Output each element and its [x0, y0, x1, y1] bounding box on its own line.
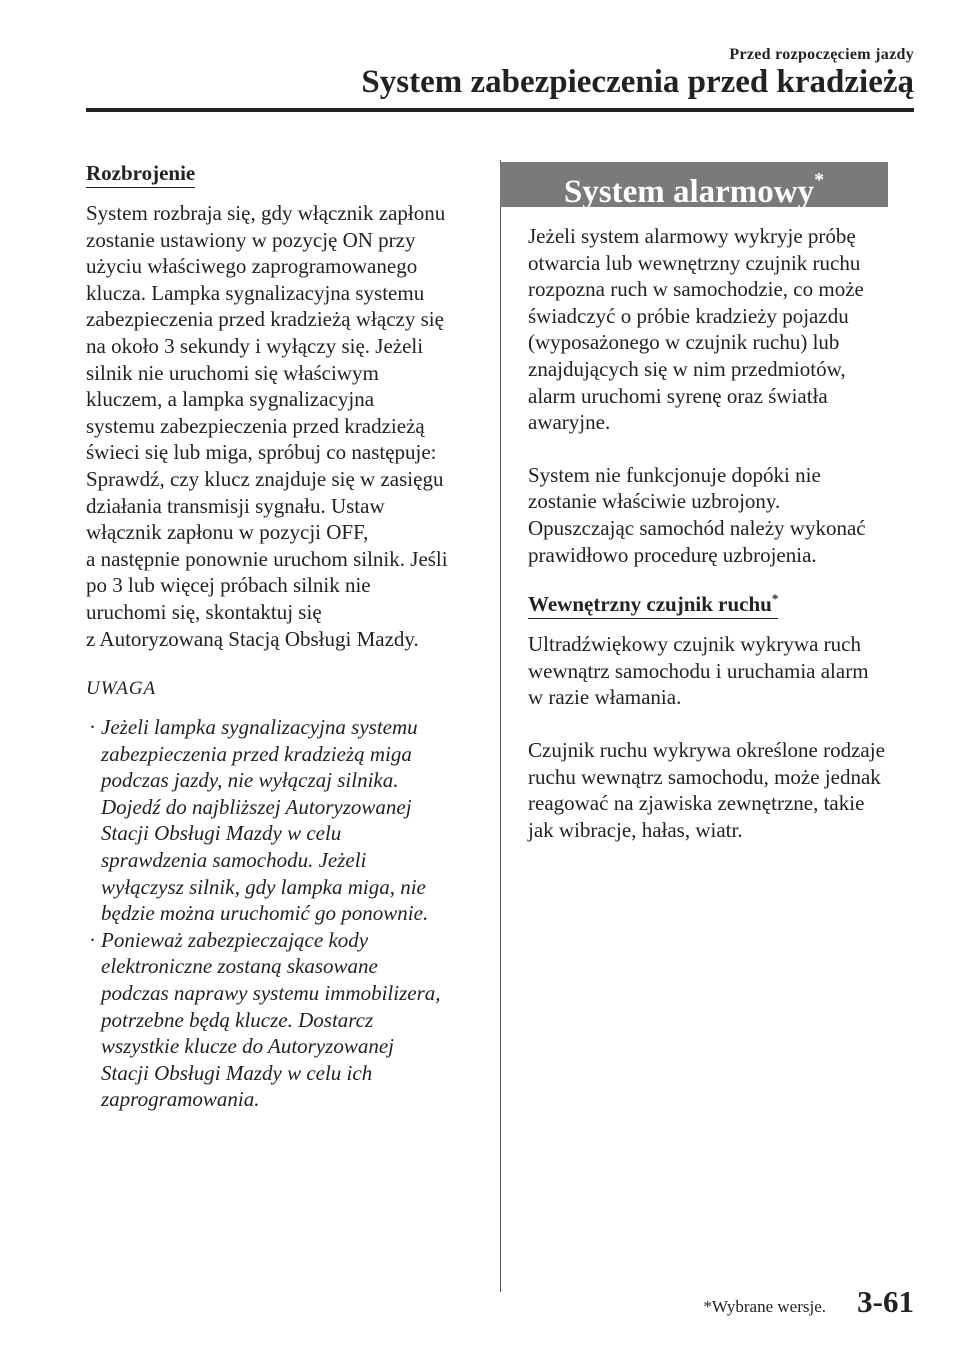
- text-line: działania transmisji sygnału. Ustaw: [86, 493, 385, 518]
- text-line: z Autoryzowaną Stacją Obsługi Mazdy.: [86, 626, 419, 651]
- motion-sensor-paragraph-1: [528, 631, 918, 711]
- text-line: alarm uruchomi syrenę oraz światła: [528, 383, 828, 408]
- text-line: wewnątrz samochodu i uruchamia alarm: [528, 658, 869, 683]
- note-bullet-list: [86, 714, 478, 1113]
- disarm-heading: Rozbrojenie: [86, 160, 195, 188]
- disarm-paragraph: [86, 200, 478, 652]
- text-line: wyłączysz silnik, gdy lampka miga, nie: [101, 874, 426, 899]
- text-line: znajdujących się w nim przedmiotów,: [528, 356, 846, 381]
- text-line: zostanie ustawiony w pozycję ON przy: [86, 227, 416, 252]
- text-line: Ultradźwiękowy czujnik wykrywa ruch: [528, 632, 861, 657]
- text-line: reagować na zjawiska zewnętrzne, takie: [528, 791, 865, 816]
- text-line: zaprogramowania.: [101, 1087, 260, 1112]
- text-line: użyciu właściwego zaprogramowanego: [86, 254, 418, 279]
- text-line: Stacji Obsługi Mazdy w celu ich: [101, 1060, 373, 1085]
- text-line: uruchomi się, skontaktuj się: [86, 599, 322, 624]
- text-line: System nie funkcjonuje dopóki nie: [528, 462, 821, 487]
- text-line: świadczyć o próbie kradzieży pojazdu: [528, 303, 849, 328]
- text-line: elektroniczne zostaną skasowane: [101, 954, 378, 979]
- text-line: zabezpieczenia przed kradzieżą miga: [101, 741, 412, 766]
- text-line: silnik nie uruchomi się właściwym: [86, 360, 379, 385]
- text-line: kluczem, a lampka sygnalizacyjna: [86, 387, 375, 412]
- footer-note: *Wybrane wersje.: [703, 1297, 826, 1316]
- text-line: Jeżeli lampka sygnalizacyjna systemu: [101, 715, 418, 740]
- text-line: włącznik zapłonu w pozycji OFF,: [86, 520, 369, 545]
- text-line: awaryjne.: [528, 410, 611, 435]
- text-line: Czujnik ruchu wykrywa określone rodzaje: [528, 737, 885, 762]
- bullet-dot: ·: [89, 715, 96, 740]
- text-line: otwarcia lub wewnętrzny czujnik ruchu: [528, 250, 861, 275]
- text-line: będzie można uruchomić go ponownie.: [101, 901, 429, 926]
- motion-sensor-paragraph-2: [528, 737, 918, 843]
- bullet-dot: ·: [89, 927, 96, 952]
- column-divider: [500, 160, 501, 1292]
- paragraph-gap: [528, 711, 918, 737]
- text-line: Stacji Obsługi Mazdy w celu: [101, 821, 342, 846]
- text-line: zostanie właściwie uzbrojony.: [528, 489, 781, 514]
- section-header-title: System zabezpieczenia przed kradzieżą: [361, 64, 914, 100]
- text-line: potrzebne będą klucze. Dostarcz: [101, 1007, 374, 1032]
- text-line: (wyposażonego w czujnik ruchu) lub: [528, 330, 840, 355]
- text-line: klucza. Lampka sygnalizacyjna systemu: [86, 280, 425, 305]
- right-column: [528, 162, 918, 843]
- text-line: podczas naprawy systemu immobilizera,: [101, 981, 441, 1006]
- alarm-section-title: System alarmowy: [563, 174, 815, 210]
- asterisk-mark: *: [814, 169, 825, 191]
- paragraph-gap: [528, 436, 918, 462]
- text-line: w razie włamania.: [528, 685, 682, 710]
- text-line: Sprawdź, czy klucz znajduje się w zasięgu: [86, 466, 444, 491]
- chapter-title: Przed rozpoczęciem jazdy: [729, 46, 914, 63]
- motion-sensor-heading: [528, 586, 778, 619]
- asterisk-mark: *: [771, 591, 779, 607]
- alarm-paragraph-2: [528, 462, 918, 568]
- text-line: sprawdzenia samochodu. Jeżeli: [101, 848, 367, 873]
- text-line: świeci się lub miga, spróbuj co następuje:: [86, 440, 437, 465]
- page-number: 3-61: [857, 1284, 914, 1319]
- header-rule: [86, 108, 914, 112]
- text-line: rozpozna ruch w samochodzie, co może: [528, 277, 864, 302]
- text-line: Opuszczając samochód należy wykonać: [528, 515, 866, 540]
- text-line: zabezpieczenia przed kradzieżą włączy się: [86, 307, 444, 332]
- alarm-section-banner: [500, 162, 888, 210]
- alarm-paragraph-1: [528, 223, 918, 436]
- text-line: na około 3 sekundy i wyłączy się. Jeżeli: [86, 333, 424, 358]
- note-bullet-item: [89, 714, 478, 927]
- motion-sensor-heading-text: Wewnętrzny czujnik ruchu: [528, 592, 772, 617]
- text-line: prawidłowo procedurę uzbrojenia.: [528, 542, 817, 567]
- left-column: [86, 160, 478, 1113]
- text-line: Jeżeli system alarmowy wykryje próbę: [528, 224, 856, 248]
- text-line: ruchu wewnątrz samochodu, może jednak: [528, 764, 881, 789]
- text-line: jak wibracje, hałas, wiatr.: [528, 817, 743, 842]
- text-line: System rozbraja się, gdy włącznik zapłonu: [86, 201, 446, 225]
- text-line: wszystkie klucze do Autoryzowanej: [101, 1034, 394, 1059]
- text-line: po 3 lub więcej próbach silnik nie: [86, 573, 371, 598]
- text-line: podczas jazdy, nie wyłączaj silnika.: [101, 768, 399, 793]
- text-line: Dojedź do najbliższej Autoryzowanej: [101, 794, 412, 819]
- note-label: UWAGA: [86, 678, 157, 700]
- text-line: Ponieważ zabezpieczające kody: [101, 927, 369, 952]
- text-line: a następnie ponownie uruchom silnik. Jeśli: [86, 546, 448, 571]
- text-line: systemu zabezpieczenia przed kradzieżą: [86, 413, 425, 438]
- note-bullet-item: [89, 927, 478, 1113]
